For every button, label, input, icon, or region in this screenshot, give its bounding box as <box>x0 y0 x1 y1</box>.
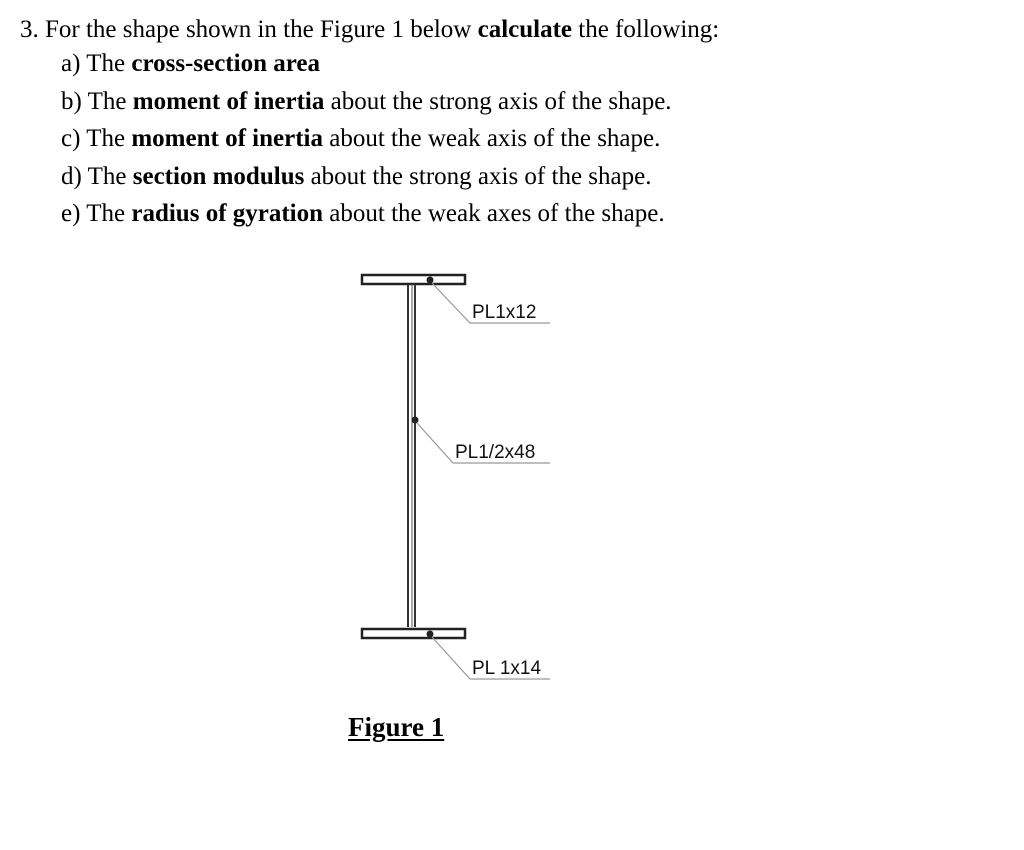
web-leader-dot <box>412 417 419 424</box>
question-items <box>61 48 672 236</box>
bottom-flange-leader-dot <box>427 631 434 638</box>
question-text-bold: calculate <box>477 16 573 43</box>
item-d: d) The section modulus about the strong axis of the shape. <box>61 162 652 190</box>
web-plate <box>408 284 415 627</box>
item-c: c) The moment of inertia about the weak axis of the shape. <box>61 125 661 152</box>
top-flange-leader-dot <box>427 277 434 284</box>
question-number: 3. <box>20 16 39 43</box>
figure-caption: Figure 1 <box>348 712 445 742</box>
question-text-pre: For the shape shown in the Figure 1 below <box>45 16 478 43</box>
top-flange <box>362 275 465 284</box>
question-stem <box>20 14 719 46</box>
item-b: b) The moment of inertia about the strong axis of the shape. <box>61 87 672 115</box>
question-text-post: the following: <box>572 16 720 43</box>
item-a: a) The cross-section area <box>61 50 320 77</box>
bottom-flange <box>362 629 465 638</box>
i-beam-figure <box>320 255 610 695</box>
web-label: PL1/2x48 <box>455 442 536 463</box>
top-flange-label: PL1x12 <box>472 302 537 323</box>
bottom-flange-label: PL 1x14 <box>472 658 542 679</box>
item-e: e) The radius of gyration about the weak axes of the shape. <box>61 200 665 227</box>
